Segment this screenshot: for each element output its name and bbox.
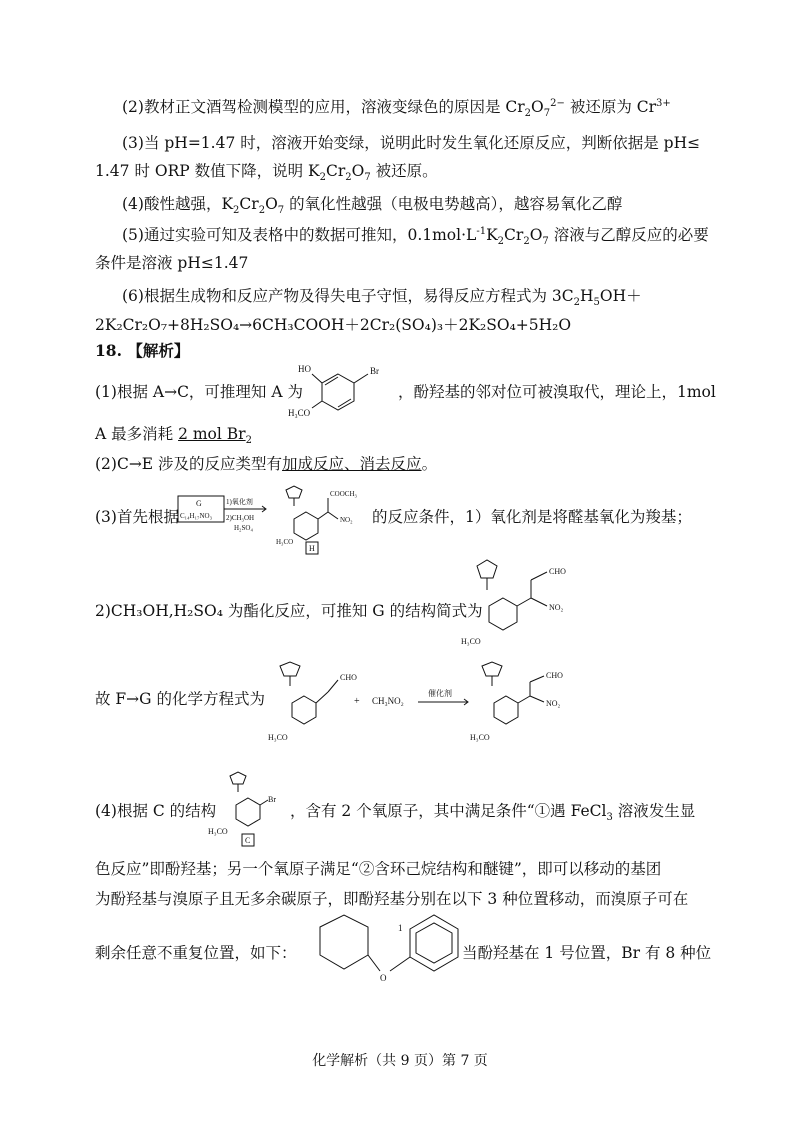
label-h3co-c: H₃CO: [208, 827, 228, 836]
label-h3co-g: H₃CO: [461, 637, 481, 646]
item-5-text-d: O: [529, 226, 543, 244]
label-ho: HO: [298, 364, 311, 374]
part-3-line3: [95, 688, 265, 710]
part-1-answer: 2 mol Br: [178, 425, 246, 443]
item-5-text-f: 条件是溶液 pH≤1.47: [95, 254, 249, 272]
part-4-line4: [95, 942, 297, 964]
item-6-line1: (6)根据生成物和反应产物及得失电子守恒，易得反应方程式为 $3C_2H_5OH+$: [122, 287, 642, 309]
reaction-g-to-h-scheme: [178, 484, 368, 556]
part-2-text-a: (2)C→E 涉及的反应类型有: [95, 455, 283, 473]
item-5-text-c: Cr: [504, 226, 524, 244]
label-cho-f: CHO: [340, 673, 357, 682]
item-4-text-c: O: [265, 195, 278, 213]
label-position-1: 1: [398, 923, 403, 933]
item-4-line: (4)酸性越强，$K_2Cr_2O_7$ 的氧化性越强（电极电势越高），越容易氧化乙醇: [122, 195, 623, 217]
part-4-text-c: 溶液发生显: [612, 802, 696, 820]
label-cho-g2: CHO: [546, 671, 563, 680]
item-5-text-a: (5)通过实验可知及表格中的数据可推知，0.1mol·L: [122, 226, 477, 244]
page-footer: 化学解析（共 9 页）第 7 页: [312, 1053, 488, 1069]
item-3-text-a: (3)当 pH=1.47 时，溶液开始变绿，说明此时发生氧化还原反应，判断依据是 pH≤: [122, 134, 701, 152]
part-4-line1b: ，含有 2 个氧原子，其中满足条件“①遇 FeCl$_3$ 溶液发生显: [290, 802, 696, 824]
item-3-text-c: Cr: [325, 162, 346, 180]
part-3-line1: [95, 506, 179, 528]
part-4-text-a: (4)根据 C 的结构: [95, 802, 217, 820]
reaction-f-to-g-equation: [268, 662, 708, 752]
part-2-text-c: 。: [421, 455, 438, 473]
item-5-text-b: K: [486, 226, 498, 244]
item-6-text-a: (6)根据生成物和反应产物及得失电子守恒，易得反应方程式为 3C: [122, 287, 574, 305]
item-5-line1: (5)通过实验可知及表格中的数据可推知，$0.1mol\cdot L^{-1}K_2Cr_2O_7$ 溶液与乙醇反应的必要: [122, 225, 709, 248]
item-5-text-e: 溶液与乙醇反应的必要: [548, 226, 709, 244]
part-3-text-b: 的反应条件，1）氧化剂是将醛基氧化为羧基；: [372, 508, 692, 526]
part-4-line4b: [462, 942, 711, 964]
question-18-header: [95, 340, 189, 362]
part-3-text-d: 故 F→G 的化学方程式为: [95, 690, 265, 708]
part-1-text-a: (1)根据 A→C，可推理知 A 为: [95, 383, 303, 401]
cyclohexyl-phenyl-ether-structure: [300, 915, 460, 990]
part-1-text-b: ，酚羟基的邻对位可被溴取代，理论上，1mol: [398, 383, 716, 401]
reagent-ch3no2: CH₃NO₂: [372, 696, 404, 706]
label-meoh: 2)CH₃OH: [226, 514, 255, 522]
label-g-formula: C₁₄H₁₇NO₃: [180, 512, 213, 520]
label-br: Br: [370, 366, 379, 376]
item-6-equation: [95, 314, 571, 336]
item-4-text-b: Cr: [239, 195, 259, 213]
item-6-eq-text: 2K₂Cr₂O₇+8H₂SO₄→6CH₃COOH＋2Cr₂(SO₄)₃＋2K₂SO₄+5H₂O: [95, 316, 572, 334]
part-2-answer: 加成反应、消去反应: [282, 455, 422, 473]
item-4-text-a: (4)酸性越强，K: [122, 195, 234, 213]
item-3-line1: [122, 132, 700, 154]
item-3-text-e: 被还原。: [370, 162, 438, 180]
part-1-sub: 2: [245, 435, 252, 447]
item-3-line2: 1.47 时 ORP 数值下降，说明 $K_2Cr_2O_7$ 被还原。: [95, 162, 438, 184]
part-1-text-c: A 最多消耗: [95, 425, 179, 443]
part-3-text-c: 2)CH₃OH,H₂SO₄ 为酯化反应，可推知 G 的结构简式为: [95, 602, 483, 620]
part-4-line2: [95, 858, 661, 880]
part-4-line3: [95, 888, 688, 910]
item-6-text-b: H: [579, 287, 594, 305]
label-h: H: [309, 544, 315, 553]
label-no2-h: NO₂: [340, 516, 353, 524]
part-3-line1b: [372, 506, 692, 528]
item-3-text-b: 1.47 时 ORP 数值下降，说明 K: [95, 162, 320, 180]
item-3-text-d: O: [351, 162, 365, 180]
part-4-line1: [95, 800, 216, 822]
part-4-text-e: 为酚羟基与溴原子且无多余碳原子，即酚羟基分别在以下 3 种位置移动，而溴原子可在: [95, 890, 689, 908]
label-h3co-h: H₃CO: [276, 538, 294, 546]
part-1-line1: [95, 381, 303, 403]
label-h2so4: H₂SO₄: [234, 524, 253, 532]
part-1-line1b: [398, 381, 716, 403]
label-no2-g2: NO₂: [546, 699, 561, 708]
item-6-text-c: OH＋: [599, 287, 642, 305]
question-title: 【解析】: [127, 341, 190, 360]
catalyst-label: 催化剂: [428, 689, 452, 698]
item-2-line: (2)教材正文酒驾检测模型的应用，溶液变绿色的原因是 $Cr_2O_7^{2-}$ 被还原为 $Cr^{3+}$: [122, 97, 671, 120]
compound-c-structure: [208, 772, 288, 852]
part-1-line2: [95, 423, 252, 445]
label-h3co: H₃CO: [288, 408, 311, 418]
label-o: O: [380, 973, 387, 983]
part-4-text-d: 色反应”即酚羟基；另一个氧原子满足“②含环己烷结构和醚键”，即可以移动的基团: [95, 860, 662, 878]
label-cho-g: CHO: [549, 567, 566, 576]
part-4-text-f: 剩余任意不重复位置，如下：: [95, 944, 297, 962]
part-4-text-g: 当酚羟基在 1 号位置，Br 有 8 种位: [462, 944, 712, 962]
label-g: G: [196, 499, 202, 508]
part-3-line2: [95, 600, 483, 622]
part-3-text-a: (3)首先根据: [95, 508, 179, 526]
part-2-line: [95, 453, 437, 475]
label-h3co-f: H₃CO: [268, 733, 288, 742]
label-oxidant: 1)氧化剂: [226, 498, 253, 506]
item-4-text-d: 的氧化性越强（电极电势越高），越容易氧化乙醇: [284, 195, 623, 213]
compound-g-structure: [455, 560, 605, 650]
label-cooch3: COOCH₃: [330, 490, 357, 498]
plus-sign: +: [354, 696, 360, 707]
compound-a-structure: [288, 356, 398, 416]
label-no2-g: NO₂: [549, 603, 564, 612]
item-5-line2: [95, 252, 248, 274]
label-br-c: Br: [268, 795, 276, 804]
label-h3co-g2: H₃CO: [470, 733, 490, 742]
item-2-text-b: 被还原为 Cr: [569, 98, 657, 116]
label-c: C: [245, 836, 251, 845]
part-4-text-b: ，含有 2 个氧原子，其中满足条件“①遇 FeCl: [290, 802, 607, 820]
question-number: 18.: [95, 341, 122, 360]
item-2-text: (2)教材正文酒驾检测模型的应用，溶液变绿色的原因是 Cr: [122, 98, 525, 116]
